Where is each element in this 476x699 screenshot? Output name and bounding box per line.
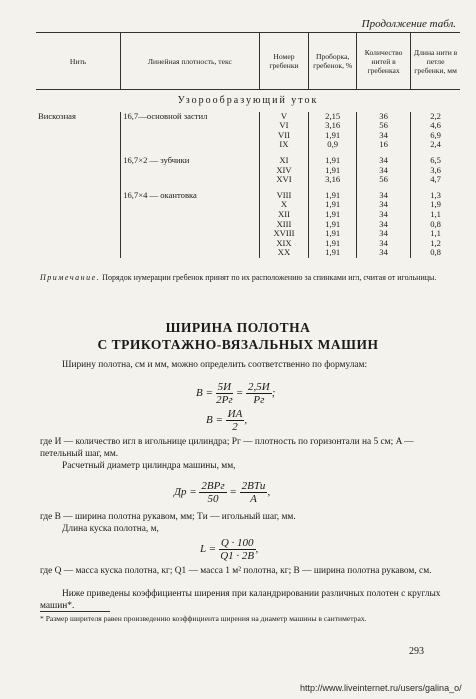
formula-width-2: B = $\frac{ИA}{2}$ , [206,408,248,433]
table-row [36,121,460,131]
table-cell [36,175,121,185]
table-cell: XVI [259,175,309,185]
table-cell: 1,91 [309,210,357,220]
table-cell: IX [259,140,309,150]
table-cell: 34 [356,131,410,141]
header-thread: Нить [36,33,121,90]
table-cell: VII [259,131,309,141]
table-cell: 0,8 [411,248,460,258]
heading-line-1: ШИРИНА ПОЛОТНА [165,320,311,335]
header-density: Линейная плотность, текс [121,33,259,90]
section-title: Узорообразующий уток [177,95,319,106]
paragraph-intro: Ширину полотна, см и мм, можно определить соответственно по формулам: [62,360,368,370]
table-cell: 2,4 [411,140,460,150]
table-cell: XII [259,210,309,220]
table-cell: 16,7×4 — окантовка [121,185,259,201]
table-cell [36,121,121,131]
table-cell [121,166,259,176]
table-row [36,175,460,185]
table-cell: 34 [356,166,410,176]
paragraph-coefficients: Ниже приведены коэффициенты ширения при каландрировании различных полотен с круглых машин*. [40,589,441,611]
table-cell [36,150,121,166]
formula-width-1: B = $\frac{5И}{2Pг}$ = $\frac{2,5И}{Pг}$ ; [196,381,276,406]
table-cell [36,248,121,258]
paragraph-definitions-3: где Q — масса куска полотна, кг; Q1 — масса 1 м² полотна, кг; B — ширина полотна рукавом, см. [40,566,432,576]
header-threading: Проборка, гребенок, % [309,33,357,90]
table-cell [121,229,259,239]
note-label: Примечание. [40,273,101,282]
table-cell: 1,3 [411,185,460,201]
table-cell: 56 [356,175,410,185]
table-cell [36,200,121,210]
table-cell: X [259,200,309,210]
paragraph-length: Длина куска полотна, м, [62,524,159,534]
table-cell: 1,91 [309,220,357,230]
table-cell: 1,1 [411,229,460,239]
table-cell [121,239,259,249]
table-cell: 1,91 [309,166,357,176]
table-cell: V [259,112,309,122]
table-cell: 34 [356,220,410,230]
table-cell: 6,9 [411,131,460,141]
table-cell: XIII [259,220,309,230]
table-cell: 0,9 [309,140,357,150]
table-row [36,200,460,210]
table-cell: 2,15 [309,112,357,122]
table-cell [121,140,259,150]
table-cell: Вискозная [38,110,76,121]
table-cell: 1,91 [309,239,357,249]
header-thread-count: Количество нитей в гребенках [356,33,410,90]
table-cell [36,229,121,239]
table-row [36,220,460,230]
header-bar-number: Номер гребенки [259,33,309,90]
table-cell: XIV [259,166,309,176]
data-table [36,32,460,258]
table-cell: 1,91 [309,185,357,201]
table-cell: 56 [356,121,410,131]
table-row [36,210,460,220]
table-cell: 34 [356,185,410,201]
table-cell [121,200,259,210]
paragraph-definitions-1: где И — количество игл в игольнице цилиндра; Pг — плотность по горизонтали на 5 см; A — петельный шаг, мм. [40,437,414,459]
table-cell [121,220,259,230]
table-cell: XVIII [259,229,309,239]
watermark-url: http://www.liveinternet.ru/users/galina_o/ [300,683,462,693]
table-cell [36,185,121,201]
table-row [36,140,460,150]
table-header-row [36,33,460,90]
table-cell: 1,1 [411,210,460,220]
table-cell: 4,7 [411,175,460,185]
table-row [36,131,460,141]
table-cell [121,131,259,141]
table-cell [36,220,121,230]
table-cell: 1,91 [309,131,357,141]
table-cell: 36 [356,112,410,122]
continuation-label: Продолжение табл. [361,18,456,30]
table-row [36,185,460,201]
table-cell [36,239,121,249]
header-thread-length: Длина нити в петле гребенки, мм [411,33,460,90]
table-cell: VIII [259,185,309,201]
table-cell [121,248,259,258]
section-row [36,90,460,112]
table-cell: 1,91 [309,248,357,258]
table-cell [36,210,121,220]
table-cell: 6,5 [411,150,460,166]
formula-diameter: Дp = $\frac{\text{2BPг}}{50}$ = $\frac{\text{2BTи}}{A}$ , [174,480,271,505]
table-cell [121,121,259,131]
table-cell [121,210,259,220]
table-cell: 34 [356,229,410,239]
table-cell: 3,16 [309,175,357,185]
paragraph-diameter: Расчетный диаметр цилиндра машины, мм, [62,461,236,471]
table-cell: XI [259,150,309,166]
table-row [36,150,460,166]
table-row [36,229,460,239]
table-cell: 4,6 [411,121,460,131]
table-cell: 1,91 [309,150,357,166]
table-cell [36,140,121,150]
table-cell: VI [259,121,309,131]
table-row [36,166,460,176]
table-cell: 16,7×2 — зубчики [121,150,259,166]
heading-line-2: С ТРИКОТАЖНО-ВЯЗАЛЬНЫХ МАШИН [97,337,379,352]
table-cell: 1,91 [309,200,357,210]
table-cell: 34 [356,150,410,166]
table-cell [36,166,121,176]
formula-length: L = $\frac{Q \cdot 100}{Q1 \cdot 2B}$ , [200,537,259,562]
footnote-rule [40,611,110,612]
page-number: 293 [409,646,424,657]
table-row [36,239,460,249]
table-cell: XX [259,248,309,258]
table-note [40,273,460,283]
table-row [36,248,460,258]
table-cell: 34 [356,210,410,220]
table-cell: 2,2 [411,112,460,122]
table-cell: 1,2 [411,239,460,249]
table-cell: 34 [356,200,410,210]
table-cell: 1,91 [309,229,357,239]
table-cell: 3,6 [411,166,460,176]
table-cell: 16,7—основной застил [121,112,259,122]
table-cell: 34 [356,248,410,258]
paragraph-definitions-2: где B — ширина полотна рукавом, мм; Tи — игольный шаг, мм. [40,512,296,522]
footnote: * Размер ширителя равен произведению коэффициента ширения на диаметр машины в сантиметрах. [40,614,367,623]
table-row [36,112,460,122]
table-cell: 0,8 [411,220,460,230]
table-cell [121,175,259,185]
table-cell: XIX [259,239,309,249]
table-cell: 16 [356,140,410,150]
table-cell: 34 [356,239,410,249]
table-cell: 3,16 [309,121,357,131]
table-cell [36,131,121,141]
note-text: Порядок нумерации гребенок принят по их расположению за спинками игл, считая от игольницы. [102,273,437,282]
table-cell: 1,9 [411,200,460,210]
